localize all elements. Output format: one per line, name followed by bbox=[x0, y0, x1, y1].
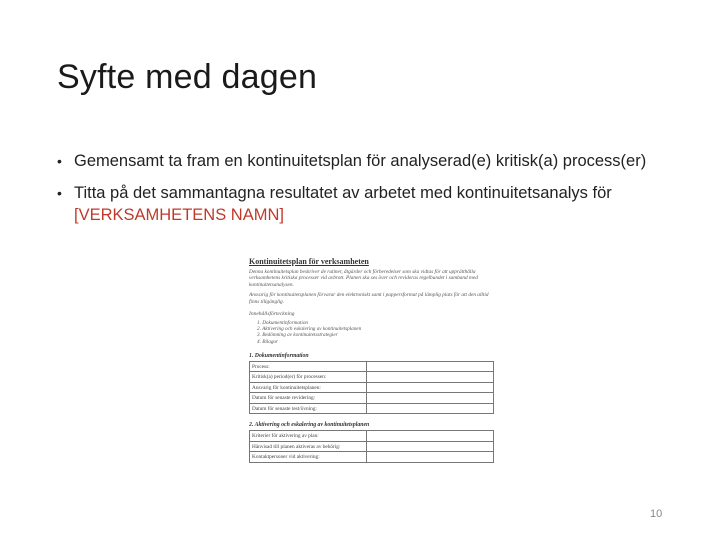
table-cell-label: Kriterier för aktivering av plan: bbox=[250, 431, 367, 442]
bullet-item bbox=[57, 150, 677, 172]
table-row bbox=[250, 431, 494, 442]
table-row bbox=[250, 382, 494, 393]
bullet-text: Titta på det sammantagna resultatet av arbetet med kontinuitetsanalys för bbox=[74, 184, 612, 202]
table-row bbox=[250, 361, 494, 372]
table-cell-label: Ansvarig för kontinuitetsplanen: bbox=[250, 382, 367, 393]
table-row bbox=[250, 452, 494, 463]
table-cell-label: Kritisk(a) period(er) för processen: bbox=[250, 372, 367, 383]
table-cell-value bbox=[367, 382, 494, 393]
table-cell-value bbox=[367, 393, 494, 404]
bullet-dot-icon: • bbox=[57, 185, 62, 201]
section-heading: 1. Dokumentinformation bbox=[249, 352, 309, 359]
page-number: 10 bbox=[650, 508, 663, 520]
toc-item: 1. Dokumentinformation bbox=[257, 320, 309, 327]
table-cell-label: Process: bbox=[250, 361, 367, 372]
table-cell-label: Datum för senaste test/övning: bbox=[250, 403, 367, 414]
table-cell-value bbox=[367, 431, 494, 442]
document-preview bbox=[249, 257, 494, 519]
activation-table bbox=[249, 430, 494, 463]
organization-placeholder: [VERKSAMHETENS NAMN] bbox=[74, 206, 284, 224]
table-cell-label: Hänvisad till planen aktiveras av behörig: bbox=[250, 441, 367, 452]
bullet-dot-icon: • bbox=[57, 153, 62, 169]
table-row bbox=[250, 441, 494, 452]
bullet-list bbox=[57, 150, 677, 236]
table-row bbox=[250, 372, 494, 383]
table-cell-value bbox=[367, 361, 494, 372]
toc-item: 2. Aktivering och eskalering av kontinuitetsplanen bbox=[257, 326, 362, 333]
document-paragraph: Ansvarig för kontinuitetsplanen förvarar den elektroniskt samt i pappersformat på lämplig plats för att den alltid finns tillgänglig. bbox=[249, 292, 489, 305]
table-row bbox=[250, 393, 494, 404]
toc-label: Innehållsförteckning bbox=[249, 311, 295, 318]
table-cell-label: Datum för senaste revidering: bbox=[250, 393, 367, 404]
table-cell-label: Kontaktpersoner vid aktivering: bbox=[250, 452, 367, 463]
table-of-contents bbox=[257, 320, 494, 345]
table-row bbox=[250, 403, 494, 414]
toc-item: 3. Bedömning av kontinuitetsstrategier bbox=[257, 332, 338, 339]
document-info-table bbox=[249, 361, 494, 415]
bullet-text: Gemensamt ta fram en kontinuitetsplan för analyserad(e) kritisk(a) process(er) bbox=[74, 152, 647, 170]
bullet-item bbox=[57, 182, 677, 226]
table-cell-value bbox=[367, 441, 494, 452]
document-paragraph: Denna kontinuitetsplan beskriver de rutiner, åtgärder och förberedelser som ska vidtas för att upprätthålla verksamhetens kritiska processer vid avbrott. Planen ska ses över och revideras regelbundet i samband med kontinuitetsanalysen. bbox=[249, 269, 478, 288]
document-title: Kontinuitetsplan för verksamheten bbox=[249, 257, 369, 266]
section-heading: 2. Aktivering och eskalering av kontinuitetsplanen bbox=[249, 422, 370, 429]
table-cell-value bbox=[367, 372, 494, 383]
table-cell-value bbox=[367, 403, 494, 414]
toc-item: 4. Bilagor bbox=[257, 338, 279, 345]
slide-title: Syfte med dagen bbox=[57, 58, 318, 96]
table-cell-value bbox=[367, 452, 494, 463]
